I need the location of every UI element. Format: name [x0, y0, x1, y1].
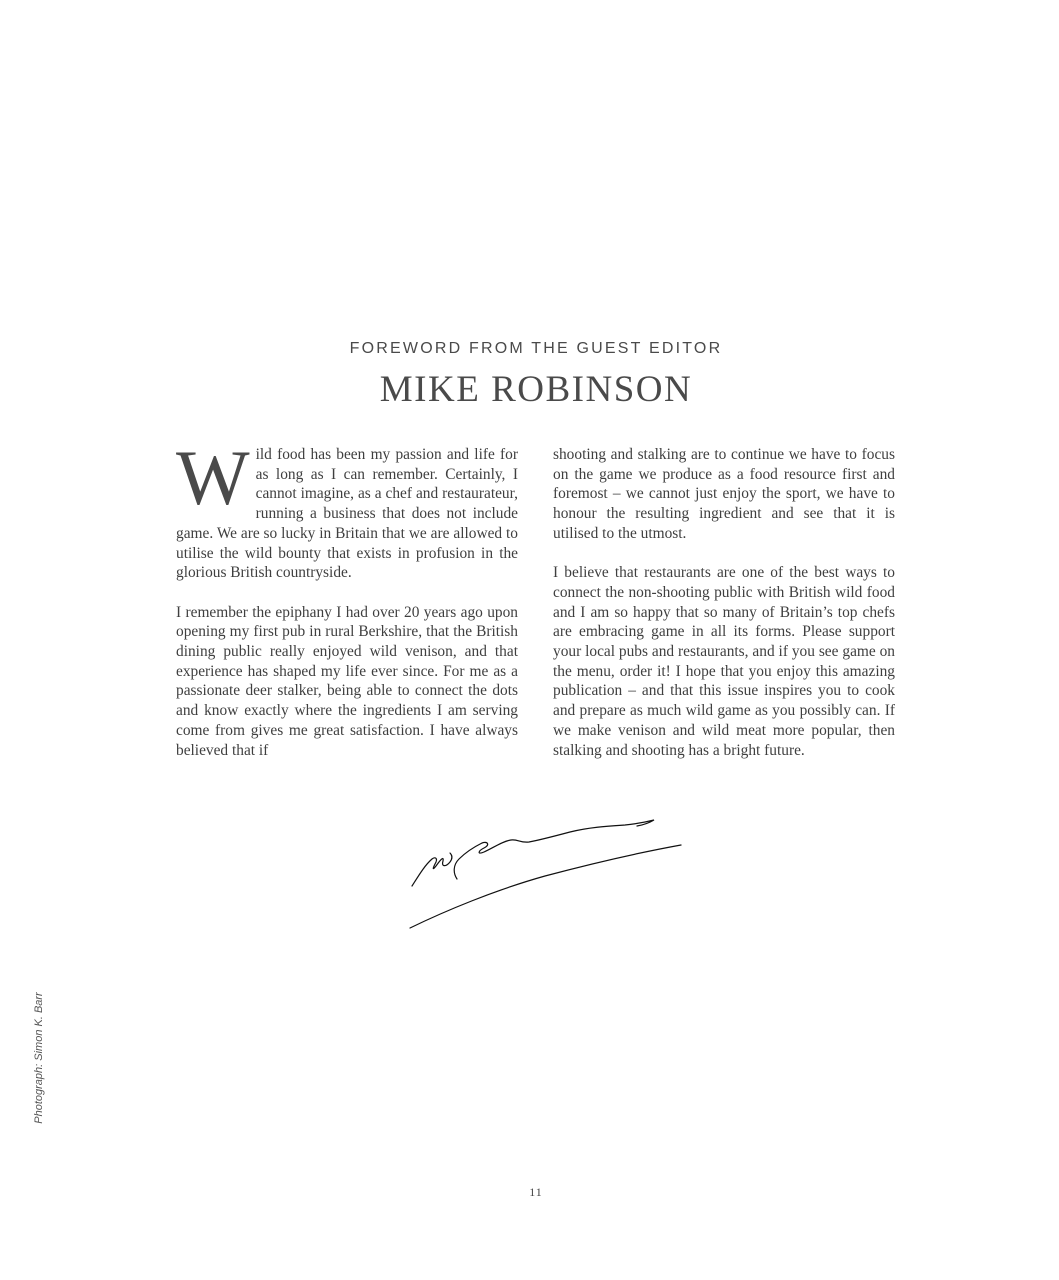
section-kicker: FOREWORD FROM THE GUEST EDITOR — [349, 340, 723, 357]
signature-stroke — [412, 853, 452, 886]
page-title: MIKE ROBINSON — [379, 369, 693, 410]
photo-credit: Photograph: Simon K. Barr — [33, 992, 45, 1124]
article-paragraph: I remember the epiphany I had over 20 years ago upon opening my first pub in rural Berkshire, that the British dining public really enjoyed wild venison, and that experience has shaped my life ever since. For me as a passionate deer stalker, being able to connect the dots and know exactly where the ingredients I am serving come from gives me great satisfaction. I have always believed that if — [176, 603, 518, 759]
paragraph-text: ild food has been my passion and life for as long as I can remember. Certainly, I cannot imagine, as a chef and restaurateur, running a business that does not include game. We are so lucky in Britain that we are allowed to utilise the wild bounty that exists in profusion in the glorious British countryside. — [176, 446, 518, 582]
signature-image — [405, 815, 690, 935]
drop-cap: W — [176, 434, 250, 521]
page-number: 11 — [529, 1185, 543, 1199]
article-right-column — [553, 445, 895, 780]
article-left-column — [176, 434, 518, 780]
signature-stroke — [410, 845, 681, 928]
signature-stroke — [454, 820, 654, 879]
article-paragraph: I believe that restaurants are one of the best ways to connect the non-shooting public with British wild food and I am so happy that so many of Britain’s top chefs are embracing game in all its forms. Please support your local pubs and restaurants, and if you see game on the menu, order it! I hope that you enjoy this amazing publication – and that this issue inspires you to cook and prepare as much wild game as you possibly can. If we make venison and wild meat more popular, then stalking and shooting has a bright future. — [553, 564, 895, 759]
article-paragraph — [176, 434, 518, 583]
article-paragraph: shooting and stalking are to continue we have to focus on the game we produce as a food resource first and foremost – we cannot just enjoy the sport, we have to honour the resulting ingredient and see that it is utilised to the utmost. — [553, 446, 895, 542]
